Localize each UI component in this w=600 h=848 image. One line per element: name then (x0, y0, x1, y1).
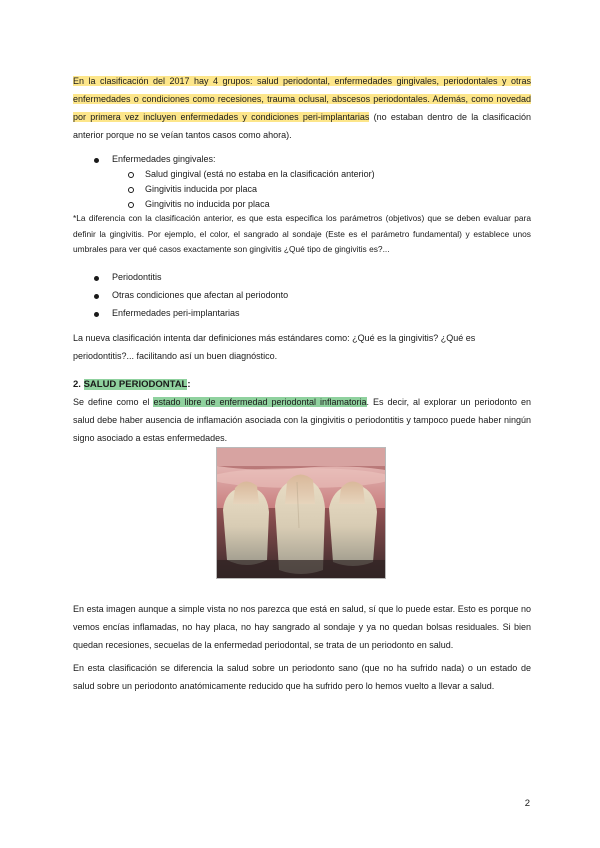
gingival-recession-photo (216, 447, 386, 579)
intro-paragraph (73, 72, 531, 144)
list-item-periodontitis: Periodontitis (112, 272, 162, 282)
sub-item-gingivitis-no-inducida: Gingivitis no inducida por placa (145, 199, 270, 209)
list-item-enfermedades-gingivales: Enfermedades gingivales: (112, 154, 216, 164)
bullet-dot (94, 294, 99, 299)
sub-bullet-circle (128, 202, 134, 208)
list-item-peri-implantarias: Enfermedades peri-implantarias (112, 308, 240, 318)
section-number: 2. (73, 379, 84, 390)
note-paragraph: *La diferencia con la clasificación anterior, es que esta especifica los parámetros (objetivos) que se deben evaluar para definir la gingivitis. Por ejemplo, el color, el sangrado al sondaje (Este es el parámetro fundamental) y establece unos umbrales para ver qué casos exactamente son gingivitis ¿Qué tipo de gingivitis es?... (73, 213, 531, 254)
definition-highlight: estado libre de enfermedad periodontal inflamatoria (153, 397, 367, 407)
list-item-otras-condiciones: Otras condiciones que afectan al periodonto (112, 290, 289, 300)
section-colon: : (187, 379, 191, 390)
definition-pre: Se define como el (73, 397, 154, 407)
page-number: 2 (524, 798, 530, 809)
sub-item-gingivitis-inducida: Gingivitis inducida por placa (145, 184, 258, 194)
bullet-dot (94, 158, 99, 163)
sub-bullet-circle (128, 172, 134, 178)
definition-post: . Es decir, al explorar un periodonto en salud debe haber ausencia de inflamación asociada con la gingivitis o periodontitis y tampoco puede haber ningún signo asociado a estas enfermedades. (73, 397, 531, 443)
intro-plain-text: (no estaban dentro de la clasificación anterior porque no se veían tantos casos como ahora). (73, 112, 532, 140)
teeth-photo-illustration (217, 448, 385, 578)
image-explanation-paragraph: En esta imagen aunque a simple vista no nos parezca que está en salud, sí que lo puede estar. Esto es porque no vemos encías inflamadas, no hay placa, no hay sangrado al sondaje y ya no quedan bolsas residuales. Si bien quedan recesiones, secuelas de la enfermedad periodontal, se trata de un periodonto en salud. (73, 604, 531, 650)
sub-bullet-circle (128, 187, 134, 193)
sub-item-salud-gingival: Salud gingival (está no estaba en la clasificación anterior) (145, 169, 375, 179)
section-title: SALUD PERIODONTAL (83, 379, 188, 390)
definitions-paragraph: La nueva clasificación intenta dar definiciones más estándares como: ¿Qué es la gingivitis? ¿Qué es periodontitis?... facilitando así un buen diagnóstico. (73, 333, 476, 361)
bullet-dot (94, 276, 99, 281)
section-heading (73, 376, 191, 394)
intro-highlighted-text: En la clasificación del 2017 hay 4 grupos: salud periodontal, enfermedades gingivales, periodontales y otras enfermedades o condiciones como recesiones, trauma oclusal, abscesos periodontales. Además, como novedad por primera vez incluyen enfermedades y condiciones peri-implantarias (73, 76, 531, 122)
bullet-dot (94, 312, 99, 317)
definition-paragraph (73, 393, 531, 447)
classification-paragraph: En esta clasificación se diferencia la salud sobre un periodonto sano (que no ha sufrido nada) o un estado de salud sobre un periodonto anatómicamente reducido que ha sufrido pero lo hemos vuelto a llevar a salud. (73, 663, 531, 691)
